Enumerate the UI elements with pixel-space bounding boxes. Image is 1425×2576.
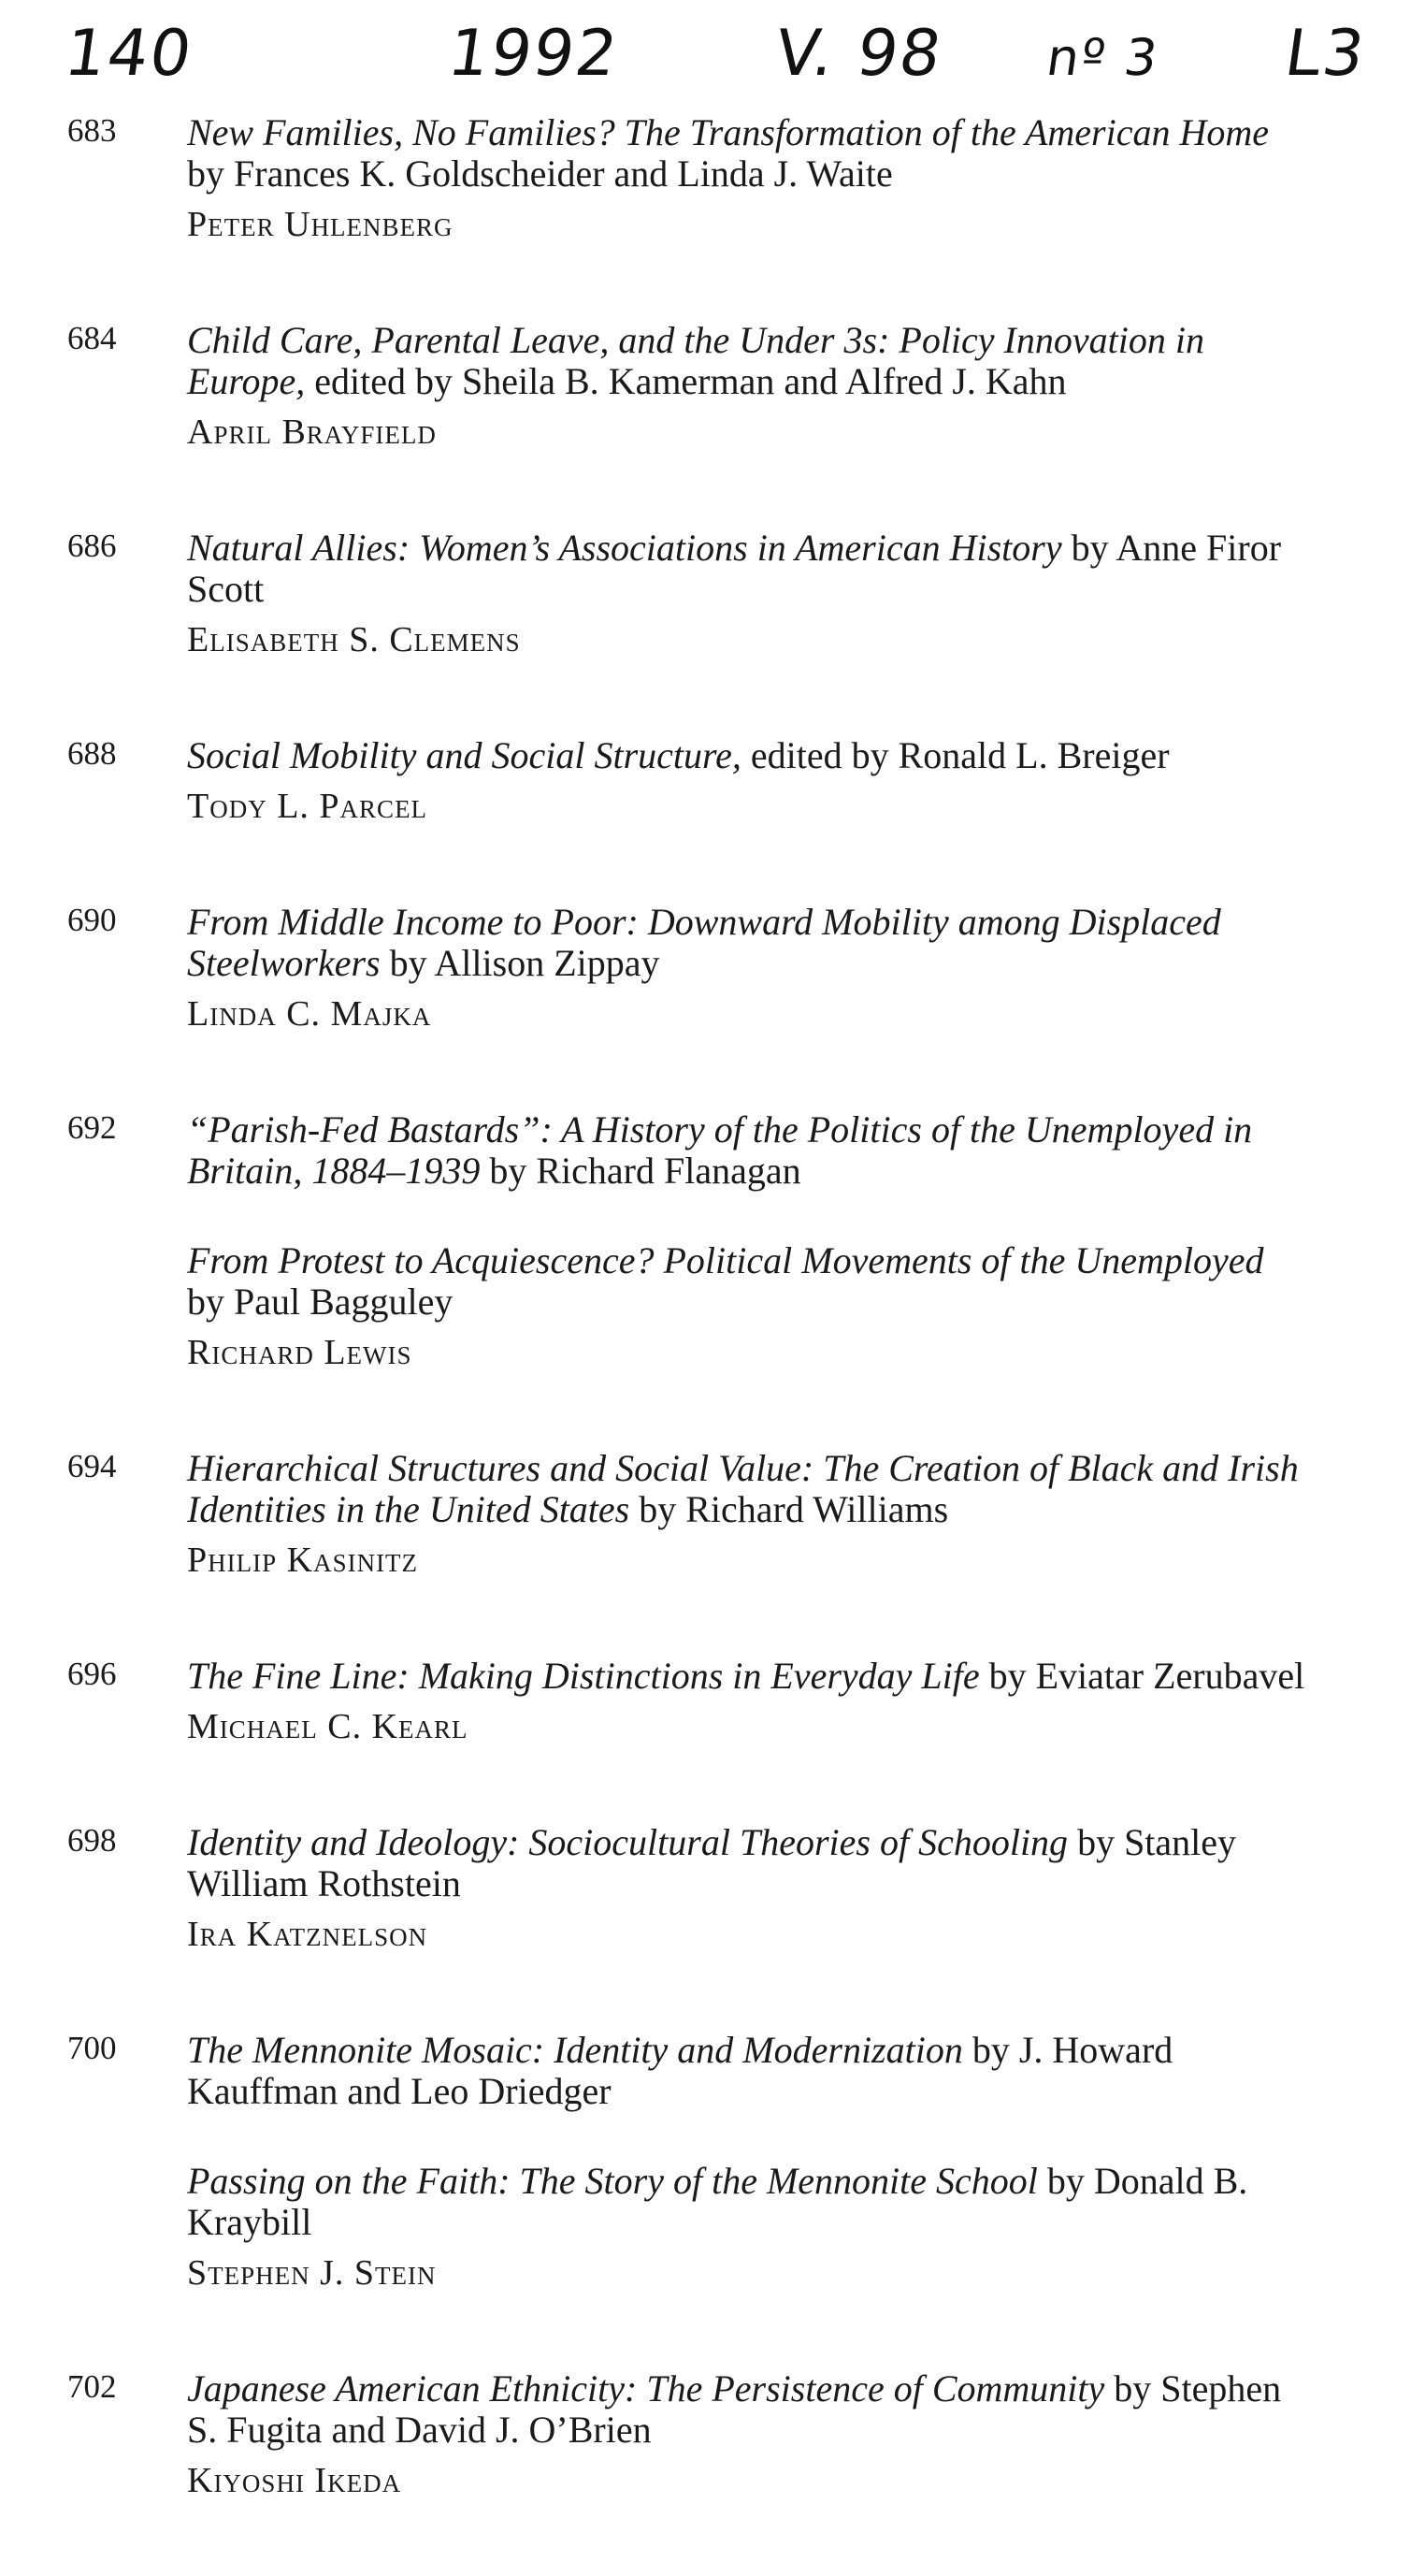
review-list (0, 112, 1425, 2576)
book-byline: edited by Sheila B. Kamerman and Alfred J. Kahn (305, 360, 1067, 402)
book-byline: by Richard Williams (629, 1488, 949, 1530)
page-number: 690 (67, 902, 117, 938)
page-number: 686 (67, 528, 117, 564)
review-entry (0, 528, 1425, 660)
book-citation (187, 2161, 1309, 2243)
book-byline: by J. Howard Kauffman and Leo Driedger (187, 2029, 1173, 2112)
page-number: 684 (67, 320, 117, 356)
entry-content (187, 112, 1309, 245)
book-title: Passing on the Faith: The Story of the Mennonite School (187, 2160, 1038, 2202)
review-entry (0, 1656, 1425, 1747)
entry-content (187, 2368, 1309, 2501)
reviewer-name: April Brayfield (187, 412, 437, 452)
book-byline: by Anne Firor Scott (187, 527, 1282, 610)
review-entry (0, 2030, 1425, 2294)
entry-content (187, 320, 1309, 453)
reviewer-name: Elisabeth S. Clemens (187, 620, 521, 659)
review-entry (0, 735, 1425, 827)
review-entry (0, 1448, 1425, 1581)
handwritten-annotation (0, 0, 1425, 103)
review-entry (0, 2368, 1425, 2501)
reviewer-name: Philip Kasinitz (187, 1541, 419, 1580)
handwritten-volume: V. 98 (770, 17, 948, 91)
reviewer-name: Ira Katznelson (187, 1915, 428, 1954)
review-entry (0, 1822, 1425, 1955)
entry-content (187, 528, 1309, 660)
book-title: The Fine Line: Making Distinctions in Everyday Life (187, 1655, 980, 1697)
book-title: Japanese American Ethnicity: The Persistence of Community (187, 2367, 1105, 2410)
review-entry (0, 1109, 1425, 1373)
book-citation (187, 1240, 1309, 1323)
book-title: Identity and Ideology: Sociocultural Theories of Schooling (187, 1821, 1069, 1863)
review-entry (0, 112, 1425, 245)
reviewer-name: Stephen J. Stein (187, 2253, 437, 2293)
book-citation (187, 1822, 1309, 1904)
book-citation (187, 2368, 1309, 2451)
book-title: Hierarchical Structures and Social Value: The Creation of Black and Irish Identities in the United States (187, 1447, 1299, 1530)
book-byline: by Stephen S. Fugita and David J. O’Brien (187, 2367, 1282, 2451)
book-title: Child Care, Parental Leave, and the Under 3s: Policy Innovation in Europe, (187, 319, 1204, 402)
page-number: 688 (67, 735, 117, 772)
review-entry (0, 320, 1425, 453)
book-citation (187, 320, 1309, 402)
reviewer-name: Linda C. Majka (187, 994, 432, 1034)
book-byline: by Paul Bagguley (187, 1281, 453, 1323)
book-title: Natural Allies: Women’s Associations in American History (187, 527, 1062, 569)
book-title: From Middle Income to Poor: Downward Mobility among Displaced Steelworkers (187, 901, 1221, 984)
reviewer-name: Michael C. Kearl (187, 1707, 468, 1746)
entry-content (187, 902, 1309, 1035)
book-title: The Mennonite Mosaic: Identity and Modernization (187, 2029, 963, 2071)
entry-content (187, 1109, 1309, 1373)
book-citation (187, 528, 1309, 610)
page-number: 696 (67, 1656, 117, 1692)
book-byline: by Eviatar Zerubavel (979, 1655, 1305, 1697)
reviewer-name: Tody L. Parcel (187, 787, 428, 826)
book-title: Social Mobility and Social Structure, (187, 734, 741, 776)
handwritten-number: 140 (60, 17, 198, 91)
book-citation (187, 112, 1309, 195)
page-number: 683 (67, 112, 117, 149)
book-byline: by Donald B. Kraybill (187, 2160, 1248, 2243)
handwritten-issue: nº 3 (1043, 28, 1163, 87)
entry-content (187, 1448, 1309, 1581)
page-number: 698 (67, 1822, 117, 1859)
page-number: 692 (67, 1109, 117, 1146)
book-byline: by Frances K. Goldscheider and Linda J. Waite (187, 152, 893, 195)
book-citation (187, 1448, 1309, 1530)
handwritten-mark: L3 (1280, 17, 1371, 91)
reviewer-name: Richard Lewis (187, 1333, 412, 1372)
reviewer-name: Peter Uhlenberg (187, 205, 453, 244)
book-citation (187, 1656, 1309, 1697)
book-byline: by Allison Zippay (380, 942, 660, 984)
book-title: “Parish-Fed Bastards”: A History of the Politics of the Unemployed in Britain, 1884–1939 (187, 1108, 1253, 1192)
book-citation (187, 2030, 1309, 2112)
handwritten-year: 1992 (443, 17, 624, 91)
book-citation (187, 735, 1309, 776)
book-citation (187, 1109, 1309, 1192)
page-number: 702 (67, 2368, 117, 2405)
entry-content (187, 735, 1309, 827)
book-title: From Protest to Acquiescence? Political Movements of the Unemployed (187, 1239, 1264, 1281)
entry-content (187, 1822, 1309, 1955)
page-number: 694 (67, 1448, 117, 1484)
entry-content (187, 1656, 1309, 1747)
book-citation (187, 902, 1309, 984)
book-byline: by Richard Flanagan (480, 1150, 801, 1192)
entry-content (187, 2030, 1309, 2294)
page-number: 700 (67, 2030, 117, 2066)
book-byline: edited by Ronald L. Breiger (741, 734, 1170, 776)
book-byline: by Stanley William Rothstein (187, 1821, 1237, 1904)
review-entry (0, 902, 1425, 1035)
reviewer-name: Kiyoshi Ikeda (187, 2461, 402, 2500)
book-title: New Families, No Families? The Transformation of the American Home (187, 111, 1270, 153)
